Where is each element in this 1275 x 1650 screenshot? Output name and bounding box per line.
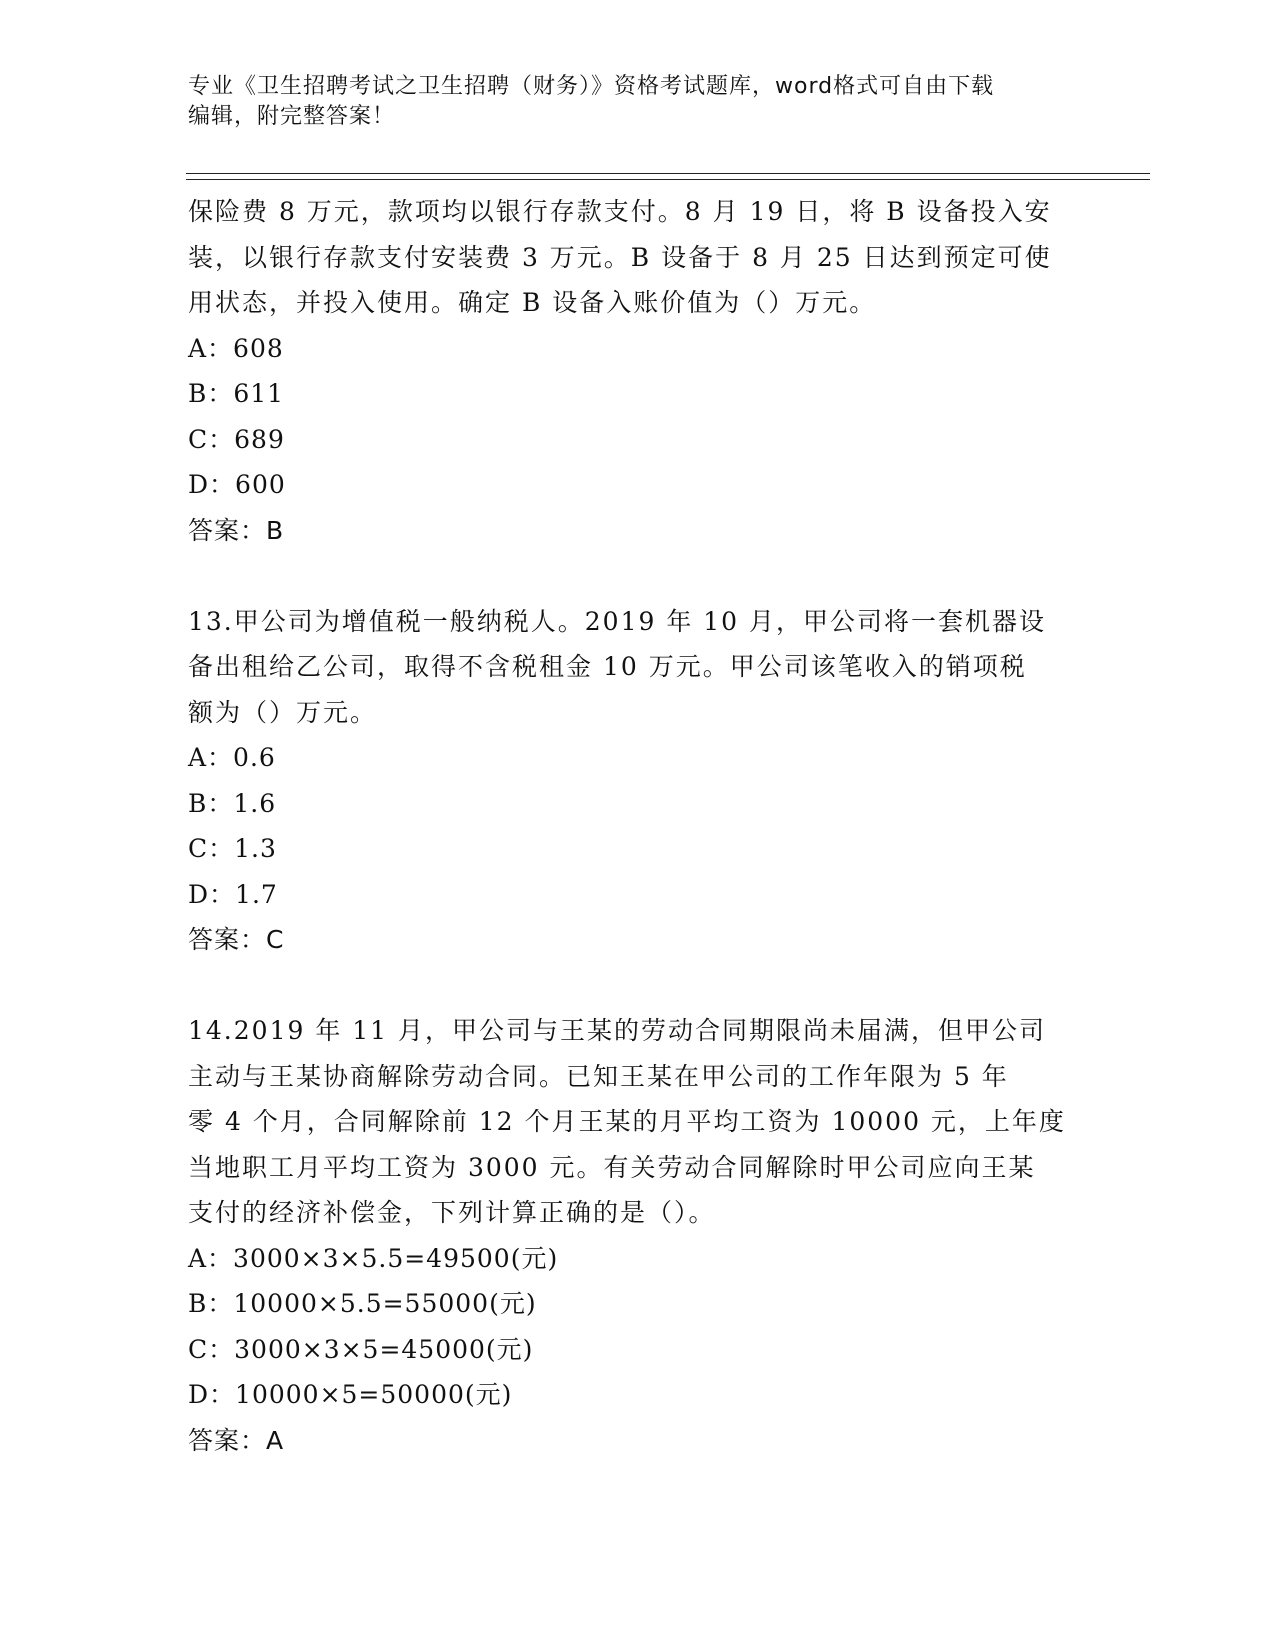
question-stem-line: 支付的经济补偿金，下列计算正确的是（）。 (188, 1198, 716, 1227)
option-a: A：608 (188, 333, 284, 363)
option-c: C：3000×3×5=45000(元) (188, 1334, 534, 1364)
answer-label: 答案：A (188, 1425, 285, 1455)
question-14 (188, 1008, 1068, 1463)
answer-label: 答案：C (188, 925, 285, 954)
question-stem-line: 当地职工月平均工资为 3000 元。有关劳动合同解除时甲公司应向王某 (188, 1152, 1036, 1182)
question-body (188, 189, 1068, 1463)
header-divider-top (186, 173, 1150, 174)
option-d: D：10000×5=50000(元) (188, 1380, 513, 1409)
question-stem-line: 用状态，并投入使用。确定 B 设备入账价值为（）万元。 (188, 288, 877, 317)
question-stem-line: 额为（）万元。 (188, 697, 378, 727)
question-12 (188, 189, 1068, 553)
spacer (188, 963, 1068, 1009)
option-c: C：1.3 (188, 834, 277, 863)
question-13 (188, 599, 1068, 963)
question-stem-line: 装，以银行存款支付安装费 3 万元。B 设备于 8 月 25 日达到预定可使 (188, 242, 1052, 272)
document-header (188, 72, 1068, 132)
header-divider-bottom (186, 179, 1150, 180)
spacer (188, 553, 1068, 599)
option-d: D：600 (188, 470, 286, 499)
question-stem-line: 14.2019 年 11 月，甲公司与王某的劳动合同期限尚未届满，但甲公司 (188, 1016, 1047, 1045)
header-line-1: 专业《卫生招聘考试之卫生招聘（财务）》资格考试题库，word格式可自由下载 (188, 74, 995, 99)
option-b: B：10000×5.5=55000(元) (188, 1289, 537, 1318)
header-line-2: 编辑，附完整答案！ (188, 104, 396, 129)
option-a: A：3000×3×5.5=49500(元) (188, 1243, 559, 1273)
option-a: A：0.6 (188, 743, 276, 772)
option-b: B：1.6 (188, 788, 277, 818)
answer-label: 答案：B (188, 515, 285, 545)
question-stem-line: 备出租给乙公司，取得不含税租金 10 万元。甲公司该笔收入的销项税 (188, 652, 1027, 681)
option-d: D：1.7 (188, 879, 278, 909)
question-stem-line: 13.甲公司为增值税一般纳税人。2019 年 10 月，甲公司将一套机器设 (188, 606, 1047, 636)
question-stem-line: 零 4 个月，合同解除前 12 个月王某的月平均工资为 10000 元，上年度 (188, 1107, 1066, 1136)
option-c: C：689 (188, 424, 285, 454)
question-stem-line: 保险费 8 万元，款项均以银行存款支付。8 月 19 日，将 B 设备投入安 (188, 197, 1052, 226)
question-stem-line: 主动与王某协商解除劳动合同。已知王某在甲公司的工作年限为 5 年 (188, 1061, 1009, 1091)
option-b: B：611 (188, 379, 285, 408)
